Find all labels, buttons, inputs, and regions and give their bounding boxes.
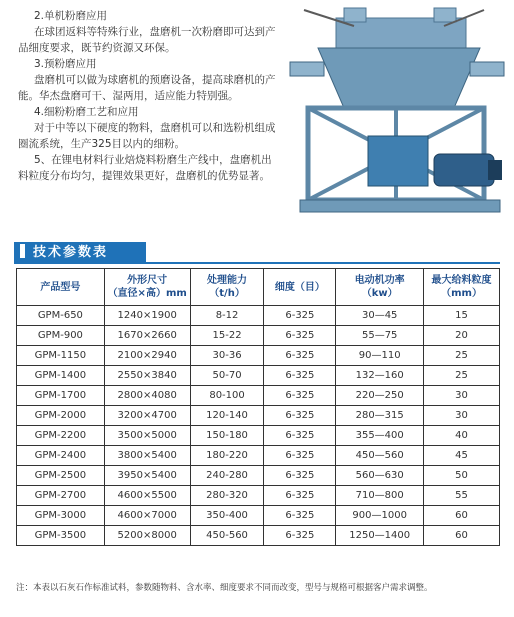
table-row	[17, 346, 500, 366]
cell-model: GPM-3500	[17, 526, 105, 546]
header-capacity: 处理能力 （t/h）	[190, 269, 264, 306]
cell-fineness: 6-325	[264, 446, 336, 466]
cell-motor-power: 450—560	[336, 446, 424, 466]
table-row	[17, 446, 500, 466]
cell-capacity: 350-400	[190, 506, 264, 526]
title-bar-icon	[20, 244, 25, 258]
table-row	[17, 506, 500, 526]
cell-motor-power: 90—110	[336, 346, 424, 366]
cell-model: GPM-650	[17, 306, 105, 326]
cell-capacity: 50-70	[190, 366, 264, 386]
cell-dimensions: 3200×4700	[104, 406, 190, 426]
cell-max-feed-size: 50	[424, 466, 500, 486]
intro-heading-2: 2.单机粉磨应用	[34, 10, 108, 22]
table-row	[17, 526, 500, 546]
cell-capacity: 240-280	[190, 466, 264, 486]
cell-dimensions: 4600×7000	[104, 506, 190, 526]
cell-capacity: 8-12	[190, 306, 264, 326]
cell-capacity: 450-560	[190, 526, 264, 546]
cell-dimensions: 4600×5500	[104, 486, 190, 506]
cell-fineness: 6-325	[264, 306, 336, 326]
cell-dimensions: 1240×1900	[104, 306, 190, 326]
cell-motor-power: 900—1000	[336, 506, 424, 526]
cell-motor-power: 710—800	[336, 486, 424, 506]
title-underline	[146, 262, 500, 264]
cell-capacity: 30-36	[190, 346, 264, 366]
cell-fineness: 6-325	[264, 506, 336, 526]
cell-model: GPM-2700	[17, 486, 105, 506]
cell-dimensions: 3500×5000	[104, 426, 190, 446]
header-fineness: 细度（目）	[264, 269, 336, 306]
table-footnote: 注：本表以石灰石作标准试料，参数随物料、含水率、细度要求不同而改变，型号与规格可根据客户需求调整。	[16, 583, 433, 593]
cell-model: GPM-3000	[17, 506, 105, 526]
cell-motor-power: 55—75	[336, 326, 424, 346]
intro-paragraph-3: 盘磨机可以做为球磨机的预磨设备，提高球磨机的产能。华杰盘磨可干、湿两用，适应能力特别强。	[18, 74, 276, 102]
cell-dimensions: 2550×3840	[104, 366, 190, 386]
cell-dimensions: 2100×2940	[104, 346, 190, 366]
intro-paragraph-5: 5、在锂电材料行业焙烧料粉磨生产线中，盘磨机出料粒度分布均匀，提锂效果更好，盘磨机的优势显著。	[18, 154, 272, 182]
intro-heading-3: 3.预粉磨应用	[34, 58, 97, 70]
cell-fineness: 6-325	[264, 406, 336, 426]
cell-motor-power: 132—160	[336, 366, 424, 386]
cell-model: GPM-2500	[17, 466, 105, 486]
cell-fineness: 6-325	[264, 326, 336, 346]
cell-capacity: 15-22	[190, 326, 264, 346]
header-model: 产品型号	[17, 269, 105, 306]
intro-paragraph-4: 对于中等以下硬度的物料，盘磨机可以和选粉机组成圈流系统，生产325目以内的细粉。	[18, 122, 276, 150]
cell-max-feed-size: 30	[424, 406, 500, 426]
header-dimensions: 外形尺寸 （直径×高）mm	[104, 269, 190, 306]
cell-model: GPM-2200	[17, 426, 105, 446]
cell-dimensions: 3950×5400	[104, 466, 190, 486]
disc-mill-machine-image	[284, 4, 510, 218]
intro-paragraph-2: 在球团返料等特殊行业，盘磨机一次粉磨即可达到产品细度要求，既节约资源又环保。	[18, 26, 276, 54]
cell-max-feed-size: 60	[424, 506, 500, 526]
cell-motor-power: 280—315	[336, 406, 424, 426]
header-motor-power: 电动机功率 （kw）	[336, 269, 424, 306]
spec-table	[16, 268, 500, 546]
cell-capacity: 280-320	[190, 486, 264, 506]
cell-motor-power: 1250—1400	[336, 526, 424, 546]
cell-model: GPM-1700	[17, 386, 105, 406]
cell-motor-power: 220—250	[336, 386, 424, 406]
table-row	[17, 406, 500, 426]
cell-max-feed-size: 40	[424, 426, 500, 446]
cell-fineness: 6-325	[264, 526, 336, 546]
cell-max-feed-size: 25	[424, 346, 500, 366]
cell-dimensions: 3800×5400	[104, 446, 190, 466]
cell-max-feed-size: 15	[424, 306, 500, 326]
cell-max-feed-size: 20	[424, 326, 500, 346]
cell-fineness: 6-325	[264, 346, 336, 366]
cell-max-feed-size: 25	[424, 366, 500, 386]
cell-max-feed-size: 55	[424, 486, 500, 506]
section-title-tech-specs	[14, 242, 146, 264]
cell-capacity: 180-220	[190, 446, 264, 466]
cell-capacity: 150-180	[190, 426, 264, 446]
cell-max-feed-size: 30	[424, 386, 500, 406]
header-max-feed-size: 最大给料粒度 （mm）	[424, 269, 500, 306]
table-row	[17, 426, 500, 446]
cell-motor-power: 560—630	[336, 466, 424, 486]
cell-dimensions: 2800×4080	[104, 386, 190, 406]
table-row	[17, 486, 500, 506]
cell-dimensions: 5200×8000	[104, 526, 190, 546]
table-row	[17, 366, 500, 386]
spec-table-body	[17, 306, 500, 546]
cell-dimensions: 1670×2660	[104, 326, 190, 346]
table-row	[17, 326, 500, 346]
table-header-row	[17, 269, 500, 306]
cell-motor-power: 30—45	[336, 306, 424, 326]
cell-max-feed-size: 45	[424, 446, 500, 466]
cell-motor-power: 355—400	[336, 426, 424, 446]
cell-fineness: 6-325	[264, 386, 336, 406]
cell-capacity: 120-140	[190, 406, 264, 426]
section-title-text: 技术参数表	[33, 245, 109, 260]
cell-capacity: 80-100	[190, 386, 264, 406]
cell-model: GPM-900	[17, 326, 105, 346]
table-row	[17, 466, 500, 486]
cell-model: GPM-1150	[17, 346, 105, 366]
table-row	[17, 306, 500, 326]
table-row	[17, 386, 500, 406]
cell-model: GPM-2000	[17, 406, 105, 426]
cell-max-feed-size: 60	[424, 526, 500, 546]
cell-fineness: 6-325	[264, 466, 336, 486]
cell-fineness: 6-325	[264, 486, 336, 506]
cell-fineness: 6-325	[264, 426, 336, 446]
intro-text	[18, 8, 280, 184]
cell-fineness: 6-325	[264, 366, 336, 386]
intro-heading-4: 4.细粉粉磨工艺和应用	[34, 106, 139, 118]
cell-model: GPM-1400	[17, 366, 105, 386]
cell-model: GPM-2400	[17, 446, 105, 466]
